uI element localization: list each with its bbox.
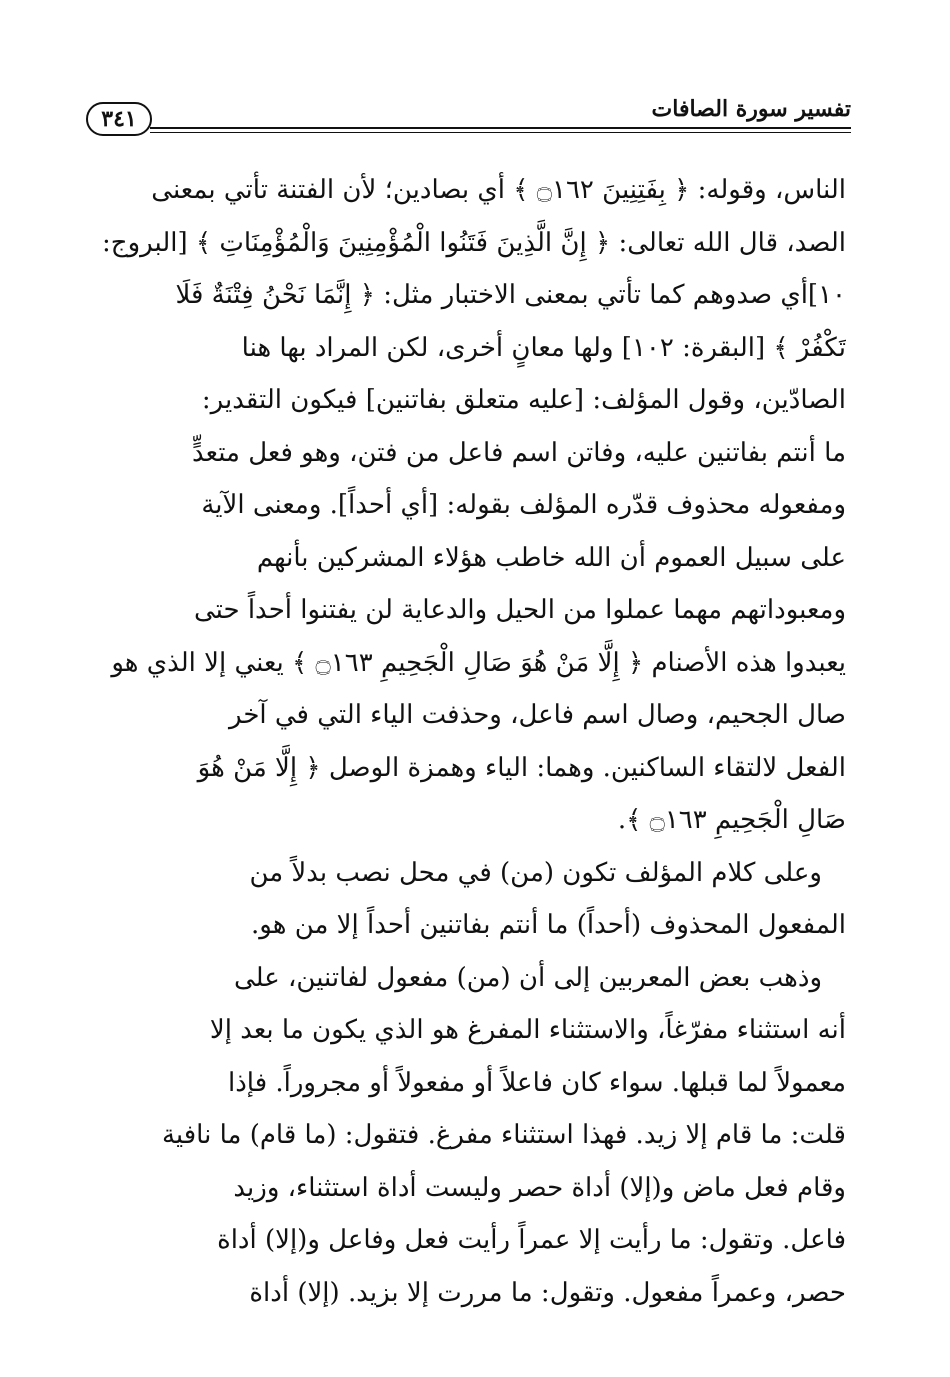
text-line: ومعبوداتهم مهما عملوا من الحيل والدعاية لن يفتنوا أحداً حتى <box>193 595 846 625</box>
text-line: على سبيل العموم أن الله خاطب هؤلاء المشركين بأنهم <box>256 542 846 573</box>
paragraph-first-line: وذهب بعض المعربين إلى أن (من) مفعول لفاتنين، على <box>233 962 822 993</box>
text-line: ما أنتم بفاتنين عليه، وفاتن اسم فاعل من فتن، وهو فعل متعدٍّ <box>192 437 846 468</box>
text-line: ١٠]أي صدوهم كما تأتي بمعنى الاختبار مثل: ﴿ إِنَّمَا نَحْنُ فِتْنَةٌ فَلَا <box>175 280 846 310</box>
text-line: تَكْفُرْ ﴾ [البقرة: ١٠٢] ولها معانٍ أخرى، لكن المراد بها هنا <box>241 332 846 363</box>
text-line: الصد، قال الله تعالى: ﴿ إِنَّ الَّذِينَ فَتَنُوا الْمُؤْمِنِينَ وَالْمُؤْمِنَاتِ ﴾ [البروج: <box>102 227 846 258</box>
text-line: حصر، وعمراً مفعول. وتقول: ما مررت إلا بزيد. (إلا) أداة <box>249 1277 846 1308</box>
header-rule-thin <box>150 132 851 133</box>
text-line: صَالِ الْجَحِيمِ ۝١٦٣ ﴾. <box>617 805 846 835</box>
header-rule <box>150 127 851 129</box>
text-line: فاعل. وتقول: ما رأيت إلا عمراً رأيت فعل وفاعل و(إلا) أداة <box>217 1225 846 1255</box>
text-line: الناس، وقوله: ﴿ بِفَتِنِينَ ۝١٦٢ ﴾ أي بصادين؛ لأن الفتنة تأتي بمعنى <box>151 175 846 205</box>
text-line: ومفعوله محذوف قدّره المؤلف بقوله: [أي أحداً]. ومعنى الآية <box>201 490 846 520</box>
text-line: وقام فعل ماض و(إلا) أداة حصر وليست أداة استثناء، وزيد <box>233 1172 846 1203</box>
text-line: معمولاً لما قبلها. سواء كان فاعلاً أو مفعولاً أو مجروراً. فإذا <box>227 1067 846 1098</box>
paragraph-first-line: وعلى كلام المؤلف تكون (من) في محل نصب بدلاً من <box>249 857 822 888</box>
text-line: قلت: ما قام إلا زيد. فهذا استثناء مفرغ. فتقول: (ما قام) ما نافية <box>161 1120 846 1150</box>
text-line: الفعل لالتقاء الساكنين. وهما: الياء وهمزة الوصل ﴿ إِلَّا مَنْ هُوَ <box>197 752 846 783</box>
page-body <box>98 164 846 1319</box>
text-line: يعبدوا هذه الأصنام ﴿ إِلَّا مَنْ هُوَ صَالِ الْجَحِيمِ ۝١٦٣ ﴾ يعني إلا الذي هو <box>111 647 846 678</box>
page-header <box>86 96 851 144</box>
text-line: أنه استثناء مفرّغاً، والاستثناء المفرغ هو الذي يكون ما بعد إلا <box>209 1015 846 1045</box>
text-line: صال الجحيم، وصال اسم فاعل، وحذفت الياء التي في آخر <box>228 700 846 730</box>
text-line: الصادّين، وقول المؤلف: [عليه متعلق بفاتنين] فيكون التقدير: <box>201 385 846 415</box>
page-number-badge: ٣٤١ <box>86 102 152 136</box>
text-line: المفعول المحذوف (أحداً) ما أنتم بفاتنين أحداً إلا من هو. <box>251 910 846 940</box>
running-title: تفسير سورة الصافات <box>651 96 851 122</box>
